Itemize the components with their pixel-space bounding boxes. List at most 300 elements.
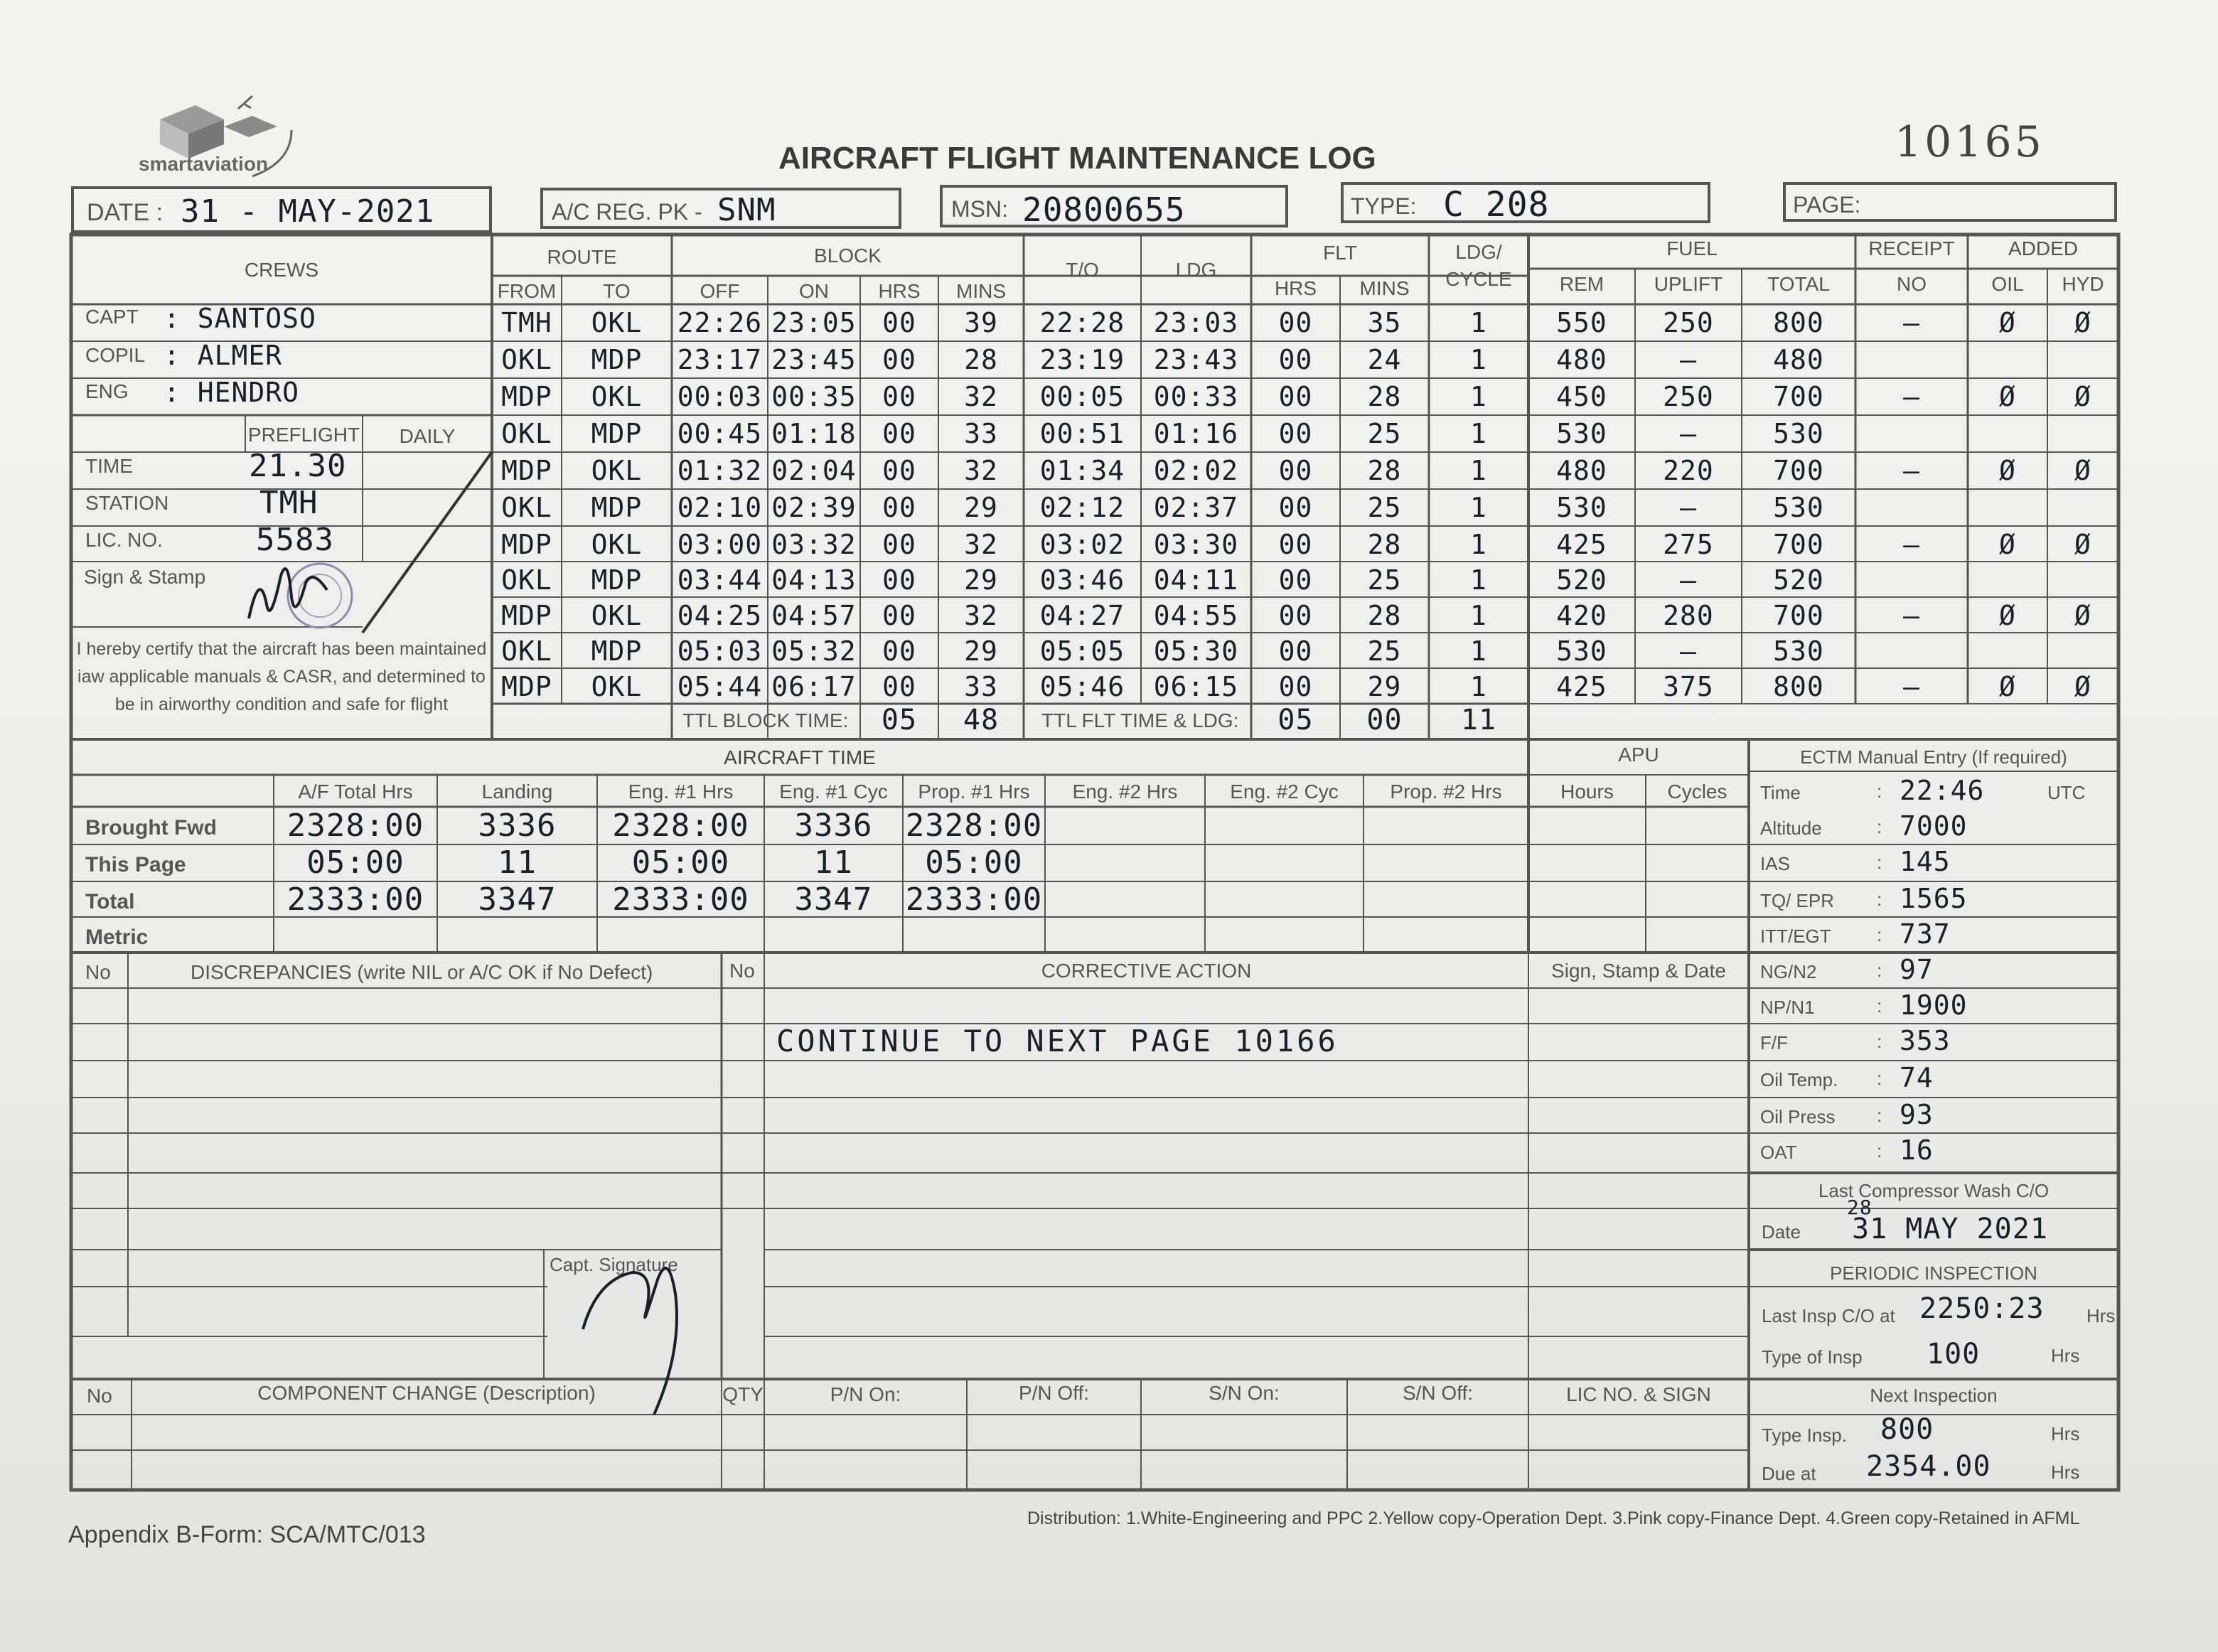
flight-row-5-takeoff[interactable]: 01:34 xyxy=(1039,455,1125,486)
aircraft-time-col-2: Landing xyxy=(481,781,553,803)
flight-row-10-fuel-rem[interactable]: 530 xyxy=(1556,635,1607,667)
flight-row-9-fuel-uplift[interactable]: 280 xyxy=(1663,600,1714,631)
flight-row-8-landing[interactable]: 04:11 xyxy=(1153,564,1239,596)
flight-row-1-block-hrs[interactable]: 00 xyxy=(882,307,916,338)
acreg-label: A/C REG. PK - xyxy=(552,199,702,225)
flight-row-11-from[interactable]: MDP xyxy=(501,671,552,702)
wash-date-value[interactable]: 31 MAY 2021 xyxy=(1852,1213,2048,1245)
flight-row-6-ldg-cycle[interactable]: 1 xyxy=(1470,492,1487,523)
ectm-label-4: TQ/ EPR xyxy=(1760,890,1835,911)
off-header: OFF xyxy=(700,280,740,302)
aircraft-time-3-2[interactable]: 3347 xyxy=(478,881,557,918)
copil-label: COPIL xyxy=(85,344,146,366)
ectm-value-2[interactable]: 7000 xyxy=(1900,810,1968,842)
appendix-label: Appendix B-Form: SCA/MTC/013 xyxy=(68,1521,426,1548)
flight-row-10-ldg-cycle[interactable]: 1 xyxy=(1470,635,1487,667)
flight-row-7-fuel-rem[interactable]: 425 xyxy=(1556,529,1607,560)
flight-row-11-takeoff[interactable]: 05:46 xyxy=(1039,671,1125,702)
capt-signature-label: Capt. Signature xyxy=(550,1254,678,1275)
ldg-cycle-header: LDG/ CYCLE xyxy=(1445,241,1512,290)
flight-row-11-fuel-total[interactable]: 800 xyxy=(1773,671,1824,702)
flight-row-11-block-on[interactable]: 06:17 xyxy=(771,671,857,702)
ectm-label-5: ITT/EGT xyxy=(1760,926,1831,947)
flight-row-3-fuel-uplift[interactable]: 250 xyxy=(1663,381,1714,412)
flight-row-6-to[interactable]: MDP xyxy=(591,492,643,523)
flight-row-2-fuel-uplift[interactable]: – xyxy=(1680,344,1697,375)
on-header: ON xyxy=(799,280,829,302)
flight-row-1-flt-hrs[interactable]: 00 xyxy=(1278,307,1313,338)
flight-row-8-fuel-total[interactable]: 520 xyxy=(1773,564,1824,596)
next-type-label: Type Insp. xyxy=(1762,1425,1847,1446)
type-insp-label: Type of Insp xyxy=(1762,1346,1863,1368)
flight-row-8-block-mins[interactable]: 29 xyxy=(964,564,998,596)
flight-row-5-to[interactable]: OKL xyxy=(591,455,643,486)
lic-sign-header: LIC NO. & SIGN xyxy=(1566,1383,1711,1405)
flight-row-11-fuel-uplift[interactable]: 375 xyxy=(1663,671,1714,702)
aircraft-time-3-5[interactable]: 2333:00 xyxy=(905,881,1043,918)
flight-row-2-block-on[interactable]: 23:45 xyxy=(771,344,857,375)
flight-row-10-from[interactable]: OKL xyxy=(501,635,552,667)
flight-row-3-receipt-no[interactable]: – xyxy=(1903,381,1920,412)
uplift-header: UPLIFT xyxy=(1654,273,1723,295)
flight-row-7-takeoff[interactable]: 03:02 xyxy=(1039,529,1125,560)
flight-row-3-ldg-cycle[interactable]: 1 xyxy=(1470,381,1487,412)
receipt-no-header: NO xyxy=(1897,273,1927,295)
flight-row-9-hyd-added[interactable]: Ø xyxy=(2074,600,2091,631)
captain-signature-icon xyxy=(569,1251,711,1436)
flight-row-10-block-hrs[interactable]: 00 xyxy=(882,635,916,667)
discrepancies-title: DISCREPANCIES (write NIL or A/C OK if No Defect) xyxy=(191,961,653,983)
flight-row-7-fuel-uplift[interactable]: 275 xyxy=(1663,529,1714,560)
flt-hrs-header: HRS xyxy=(1274,277,1317,299)
flight-row-1-flt-mins[interactable]: 35 xyxy=(1367,307,1402,338)
flight-row-7-block-mins[interactable]: 32 xyxy=(964,529,998,560)
flight-row-10-block-off[interactable]: 05:03 xyxy=(677,635,763,667)
flight-row-9-landing[interactable]: 04:55 xyxy=(1153,600,1239,631)
flight-row-11-oil-added[interactable]: Ø xyxy=(1999,671,2016,702)
aircraft-time-col-4: Eng. #1 Cyc xyxy=(779,781,888,803)
flight-row-4-ldg-cycle[interactable]: 1 xyxy=(1470,418,1487,449)
flight-row-3-block-on[interactable]: 00:35 xyxy=(771,381,857,412)
flight-row-2-block-mins[interactable]: 28 xyxy=(964,344,998,375)
last-insp-value[interactable]: 2250:23 xyxy=(1919,1292,2045,1325)
flight-row-11-hyd-added[interactable]: Ø xyxy=(2074,671,2091,702)
flight-row-10-block-mins[interactable]: 29 xyxy=(964,635,998,667)
flight-row-1-landing[interactable]: 23:03 xyxy=(1153,307,1239,338)
flight-row-1-hyd-added[interactable]: Ø xyxy=(2074,307,2091,338)
flight-row-5-fuel-uplift[interactable]: 220 xyxy=(1663,455,1714,486)
flight-row-3-flt-mins[interactable]: 28 xyxy=(1367,381,1402,412)
pn-on-header: P/N On: xyxy=(830,1383,901,1405)
flight-row-3-oil-added[interactable]: Ø xyxy=(1999,381,2016,412)
aircraft-time-3-3[interactable]: 2333:00 xyxy=(612,881,749,918)
ectm-unit-1: UTC xyxy=(2047,782,2086,803)
flight-row-9-takeoff[interactable]: 04:27 xyxy=(1039,600,1125,631)
from-header: FROM xyxy=(497,280,557,302)
date-value: 31 - MAY-2021 xyxy=(181,193,435,230)
aircraft-time-2-2[interactable]: 11 xyxy=(498,844,537,881)
ttl-flt-hrs[interactable]: 05 xyxy=(1277,704,1314,736)
ttl-block-mins[interactable]: 48 xyxy=(963,704,1000,736)
next-type-value[interactable]: 800 xyxy=(1880,1413,1934,1446)
flight-row-5-landing[interactable]: 02:02 xyxy=(1153,455,1239,486)
component-change-title: COMPONENT CHANGE (Description) xyxy=(257,1382,596,1404)
next-type-unit: Hrs xyxy=(2051,1423,2080,1444)
flight-row-2-flt-hrs[interactable]: 00 xyxy=(1278,344,1313,375)
aircraft-time-1-4[interactable]: 3336 xyxy=(794,808,873,844)
aircraft-time-col-5: Prop. #1 Hrs xyxy=(918,781,1030,803)
flight-row-2-ldg-cycle[interactable]: 1 xyxy=(1470,344,1487,375)
flight-row-9-ldg-cycle[interactable]: 1 xyxy=(1470,600,1487,631)
flight-row-2-from[interactable]: OKL xyxy=(501,344,552,375)
flight-row-7-from[interactable]: MDP xyxy=(501,529,552,560)
flight-row-5-fuel-total[interactable]: 700 xyxy=(1773,455,1824,486)
flight-row-3-hyd-added[interactable]: Ø xyxy=(2074,381,2091,412)
flight-row-6-flt-hrs[interactable]: 00 xyxy=(1278,492,1313,523)
flight-row-8-from[interactable]: OKL xyxy=(501,564,552,596)
ectm-value-10[interactable]: 93 xyxy=(1900,1099,1934,1130)
flight-row-5-from[interactable]: MDP xyxy=(501,455,552,486)
flight-row-8-fuel-uplift[interactable]: – xyxy=(1680,564,1697,596)
added-header: ADDED xyxy=(2008,237,2078,259)
flight-row-3-takeoff[interactable]: 00:05 xyxy=(1039,381,1125,412)
due-at-unit: Hrs xyxy=(2051,1461,2080,1483)
flight-row-8-block-on[interactable]: 04:13 xyxy=(771,564,857,596)
flight-row-9-to[interactable]: OKL xyxy=(591,600,643,631)
time-label: TIME xyxy=(85,455,133,477)
flight-row-7-hyd-added[interactable]: Ø xyxy=(2074,529,2091,560)
apu-hours: Hours xyxy=(1560,781,1614,803)
flight-row-7-to[interactable]: OKL xyxy=(591,529,643,560)
flight-row-7-fuel-total[interactable]: 700 xyxy=(1773,529,1824,560)
flight-row-3-block-off[interactable]: 00:03 xyxy=(677,381,763,412)
route-header: ROUTE xyxy=(547,246,617,268)
flight-row-3-landing[interactable]: 00:33 xyxy=(1153,381,1239,412)
flight-row-1-fuel-rem[interactable]: 550 xyxy=(1556,307,1607,338)
ectm-label-9: Oil Temp. xyxy=(1760,1069,1838,1090)
ectm-colon-1: : xyxy=(1877,781,1882,802)
flight-row-5-oil-added[interactable]: Ø xyxy=(1999,455,2016,486)
ectm-value-6[interactable]: 97 xyxy=(1900,954,1934,985)
flight-row-11-receipt-no[interactable]: – xyxy=(1903,671,1920,702)
flight-row-1-to[interactable]: OKL xyxy=(591,307,643,338)
preflight-station[interactable]: TMH xyxy=(259,485,318,521)
ttl-ldg[interactable]: 11 xyxy=(1460,704,1497,736)
action-no-label: No xyxy=(729,960,755,982)
wash-date-struck: 28 xyxy=(1847,1196,1873,1219)
flight-row-5-block-hrs[interactable]: 00 xyxy=(882,455,916,486)
wash-date-label: Date xyxy=(1762,1221,1801,1243)
flight-row-3-block-mins[interactable]: 32 xyxy=(964,381,998,412)
flight-row-2-landing[interactable]: 23:43 xyxy=(1153,344,1239,375)
due-at-value[interactable]: 2354.00 xyxy=(1866,1450,1991,1483)
flight-row-10-fuel-total[interactable]: 530 xyxy=(1773,635,1824,667)
flight-row-1-block-off[interactable]: 22:26 xyxy=(677,307,763,338)
flight-row-6-block-on[interactable]: 02:39 xyxy=(771,492,857,523)
flight-row-11-block-mins[interactable]: 33 xyxy=(964,671,998,702)
flight-row-1-ldg-cycle[interactable]: 1 xyxy=(1470,307,1487,338)
flight-row-3-flt-hrs[interactable]: 00 xyxy=(1278,381,1313,412)
flight-row-7-block-off[interactable]: 03:00 xyxy=(677,529,763,560)
flight-row-4-block-off[interactable]: 00:45 xyxy=(677,418,763,449)
sn-off-header: S/N Off: xyxy=(1402,1382,1474,1404)
flight-row-3-fuel-rem[interactable]: 450 xyxy=(1556,381,1607,412)
flight-row-2-takeoff[interactable]: 23:19 xyxy=(1039,344,1125,375)
flight-row-7-ldg-cycle[interactable]: 1 xyxy=(1470,529,1487,560)
flt-mins-header: MINS xyxy=(1359,277,1410,299)
flight-row-3-fuel-total[interactable]: 700 xyxy=(1773,381,1824,412)
flight-row-9-block-off[interactable]: 04:25 xyxy=(677,600,763,631)
flight-row-9-block-hrs[interactable]: 00 xyxy=(882,600,916,631)
flight-row-2-to[interactable]: MDP xyxy=(591,344,643,375)
aircraft-time-title: AIRCRAFT TIME xyxy=(724,746,876,768)
aircraft-time-row-label-4: Metric xyxy=(85,926,149,949)
flight-row-9-receipt-no[interactable]: – xyxy=(1903,600,1920,631)
last-insp-unit: Hrs xyxy=(2086,1305,2116,1326)
station-label: STATION xyxy=(85,492,169,514)
flight-row-4-fuel-uplift[interactable]: – xyxy=(1680,418,1697,449)
corrective-action-entry[interactable]: CONTINUE TO NEXT PAGE 10166 xyxy=(776,1024,1339,1058)
flight-row-8-takeoff[interactable]: 03:46 xyxy=(1039,564,1125,596)
flight-row-9-block-on[interactable]: 04:57 xyxy=(771,600,857,631)
flight-row-3-block-hrs[interactable]: 00 xyxy=(882,381,916,412)
flight-row-9-fuel-rem[interactable]: 420 xyxy=(1556,600,1607,631)
flight-row-6-fuel-uplift[interactable]: – xyxy=(1680,492,1697,523)
block-hrs-header: HRS xyxy=(878,280,921,302)
block-header: BLOCK xyxy=(814,245,882,267)
flight-row-9-flt-mins[interactable]: 28 xyxy=(1367,600,1402,631)
ectm-label-10: Oil Press xyxy=(1760,1106,1836,1127)
flight-row-8-block-off[interactable]: 03:44 xyxy=(677,564,763,596)
flight-row-5-fuel-rem[interactable]: 480 xyxy=(1556,455,1607,486)
eng-value[interactable]: : HENDRO xyxy=(164,377,300,408)
type-insp-unit: Hrs xyxy=(2051,1345,2080,1366)
ectm-value-8[interactable]: 353 xyxy=(1900,1025,1951,1056)
ectm-label-8: F/F xyxy=(1760,1032,1788,1053)
flight-row-11-block-hrs[interactable]: 00 xyxy=(882,671,916,702)
flight-row-4-takeoff[interactable]: 00:51 xyxy=(1039,418,1125,449)
ectm-colon-5: : xyxy=(1877,924,1882,945)
ectm-colon-9: : xyxy=(1877,1068,1882,1089)
flight-row-8-block-hrs[interactable]: 00 xyxy=(882,564,916,596)
flight-row-6-block-off[interactable]: 02:10 xyxy=(677,492,763,523)
flight-row-9-flt-hrs[interactable]: 00 xyxy=(1278,600,1313,631)
flight-row-8-fuel-rem[interactable]: 520 xyxy=(1556,564,1607,596)
ectm-colon-8: : xyxy=(1877,1031,1882,1052)
flight-row-5-flt-hrs[interactable]: 00 xyxy=(1278,455,1313,486)
flight-row-10-to[interactable]: MDP xyxy=(591,635,643,667)
certify-text: I hereby certify that the aircraft has been maintained iaw applicable manuals & CASR, and determined to be in airworthy condition and safe for flight xyxy=(76,639,487,714)
ectm-value-5[interactable]: 737 xyxy=(1900,918,1951,950)
flight-row-5-ldg-cycle[interactable]: 1 xyxy=(1470,455,1487,486)
flight-row-6-takeoff[interactable]: 02:12 xyxy=(1039,492,1125,523)
last-insp-label: Last Insp C/O at xyxy=(1762,1305,1895,1326)
apu-cycles: Cycles xyxy=(1667,781,1727,803)
ectm-colon-11: : xyxy=(1877,1140,1882,1162)
flight-row-1-oil-added[interactable]: Ø xyxy=(1999,307,2016,338)
flight-row-2-fuel-rem[interactable]: 480 xyxy=(1556,344,1607,375)
flight-row-2-block-off[interactable]: 23:17 xyxy=(677,344,763,375)
flight-row-4-flt-mins[interactable]: 25 xyxy=(1367,418,1402,449)
flight-row-10-fuel-uplift[interactable]: – xyxy=(1680,635,1697,667)
flight-row-4-landing[interactable]: 01:16 xyxy=(1153,418,1239,449)
flight-row-10-flt-mins[interactable]: 25 xyxy=(1367,635,1402,667)
flight-row-1-receipt-no[interactable]: – xyxy=(1903,307,1920,338)
flight-row-4-flt-hrs[interactable]: 00 xyxy=(1278,418,1313,449)
flight-row-6-fuel-total[interactable]: 530 xyxy=(1773,492,1824,523)
flight-row-5-flt-mins[interactable]: 28 xyxy=(1367,455,1402,486)
rem-header: REM xyxy=(1559,273,1604,295)
flight-row-4-to[interactable]: MDP xyxy=(591,418,643,449)
fuel-header: FUEL xyxy=(1666,237,1718,259)
ttl-flt-mins[interactable]: 00 xyxy=(1366,704,1403,736)
flight-row-11-flt-hrs[interactable]: 00 xyxy=(1278,671,1313,702)
flight-row-4-fuel-rem[interactable]: 530 xyxy=(1556,418,1607,449)
ectm-colon-10: : xyxy=(1877,1105,1882,1126)
flight-row-2-block-hrs[interactable]: 00 xyxy=(882,344,916,375)
preflight-signature-icon xyxy=(227,554,370,640)
flight-row-11-fuel-rem[interactable]: 425 xyxy=(1556,671,1607,702)
aircraft-time-1-3[interactable]: 2328:00 xyxy=(612,808,749,844)
flight-row-2-flt-mins[interactable]: 24 xyxy=(1367,344,1402,375)
flight-row-9-from[interactable]: MDP xyxy=(501,600,552,631)
flight-row-6-fuel-rem[interactable]: 530 xyxy=(1556,492,1607,523)
flight-row-4-block-hrs[interactable]: 00 xyxy=(882,418,916,449)
ectm-value-11[interactable]: 16 xyxy=(1900,1135,1934,1166)
eng-label: ENG xyxy=(85,380,129,402)
flight-row-3-to[interactable]: OKL xyxy=(591,381,643,412)
block-mins-header: MINS xyxy=(956,280,1006,302)
flight-row-7-block-hrs[interactable]: 00 xyxy=(882,529,916,560)
flight-row-6-from[interactable]: OKL xyxy=(501,492,552,523)
flight-row-9-block-mins[interactable]: 32 xyxy=(964,600,998,631)
aircraft-time-1-1[interactable]: 2328:00 xyxy=(286,808,424,844)
flight-row-7-flt-hrs[interactable]: 00 xyxy=(1278,529,1313,560)
crews-title: CREWS xyxy=(244,259,319,281)
flight-row-11-landing[interactable]: 06:15 xyxy=(1153,671,1239,702)
aircraft-time-1-5[interactable]: 2328:00 xyxy=(905,808,1043,844)
copil-value[interactable]: : ALMER xyxy=(164,340,283,371)
aircraft-time-col-1: A/F Total Hrs xyxy=(298,781,413,803)
flight-row-5-block-mins[interactable]: 32 xyxy=(964,455,998,486)
distribution-note: Distribution: 1.White-Engineering and PPC 2.Yellow copy-Operation Dept. 3.Pink copy-Finance Dept. 4.Green copy-Retained in AFML xyxy=(1027,1508,2080,1528)
ectm-value-9[interactable]: 74 xyxy=(1900,1062,1934,1093)
total-header: TOTAL xyxy=(1767,273,1830,295)
flight-row-6-block-mins[interactable]: 29 xyxy=(964,492,998,523)
flight-row-10-takeoff[interactable]: 05:05 xyxy=(1039,635,1125,667)
type-insp-value[interactable]: 100 xyxy=(1927,1338,1981,1371)
flight-row-8-ldg-cycle[interactable]: 1 xyxy=(1470,564,1487,596)
flight-row-9-oil-added[interactable]: Ø xyxy=(1999,600,2016,631)
flight-row-7-block-on[interactable]: 03:32 xyxy=(771,529,857,560)
ectm-value-3[interactable]: 145 xyxy=(1900,846,1951,877)
hyd-header: HYD xyxy=(2062,273,2104,295)
flight-row-5-block-on[interactable]: 02:04 xyxy=(771,455,857,486)
type-value: C 208 xyxy=(1443,185,1550,225)
oil-header: OIL xyxy=(1991,273,2024,295)
form-title: AIRCRAFT FLIGHT MAINTENANCE LOG xyxy=(778,141,1376,176)
flight-row-8-to[interactable]: MDP xyxy=(591,564,643,596)
preflight-time[interactable]: 21.30 xyxy=(249,448,347,484)
flight-row-1-block-on[interactable]: 23:05 xyxy=(771,307,857,338)
ectm-value-4[interactable]: 1565 xyxy=(1900,883,1968,914)
aircraft-time-2-1[interactable]: 05:00 xyxy=(306,844,405,881)
aircraft-time-3-4[interactable]: 3347 xyxy=(794,881,873,918)
flight-row-3-from[interactable]: MDP xyxy=(501,381,552,412)
flight-row-5-block-off[interactable]: 01:32 xyxy=(677,455,763,486)
flight-row-11-flt-mins[interactable]: 29 xyxy=(1367,671,1402,702)
flight-row-2-fuel-total[interactable]: 480 xyxy=(1773,344,1824,375)
aircraft-time-2-4[interactable]: 11 xyxy=(814,844,853,881)
to-header: TO xyxy=(603,280,631,302)
flight-row-1-takeoff[interactable]: 22:28 xyxy=(1039,307,1125,338)
ectm-value-7[interactable]: 1900 xyxy=(1900,989,1968,1021)
aircraft-time-row-label-2: This Page xyxy=(85,853,186,876)
flight-row-10-flt-hrs[interactable]: 00 xyxy=(1278,635,1313,667)
ttl-flt-label: TTL FLT TIME & LDG: xyxy=(1041,709,1239,731)
flight-row-7-receipt-no[interactable]: – xyxy=(1903,529,1920,560)
flight-row-1-from[interactable]: TMH xyxy=(501,307,552,338)
sign-stamp-label: Sign & Stamp xyxy=(84,566,206,588)
flight-row-6-block-hrs[interactable]: 00 xyxy=(882,492,916,523)
flight-row-1-block-mins[interactable]: 39 xyxy=(964,307,998,338)
flight-row-10-landing[interactable]: 05:30 xyxy=(1153,635,1239,667)
sn-on-header: S/N On: xyxy=(1209,1382,1280,1404)
flight-row-4-from[interactable]: OKL xyxy=(501,418,552,449)
aircraft-time-col-8: Prop. #2 Hrs xyxy=(1390,781,1502,803)
flight-row-4-block-on[interactable]: 01:18 xyxy=(771,418,857,449)
ectm-colon-3: : xyxy=(1877,852,1882,873)
flight-row-5-receipt-no[interactable]: – xyxy=(1903,455,1920,486)
flight-row-7-oil-added[interactable]: Ø xyxy=(1999,529,2016,560)
ectm-value-1[interactable]: 22:46 xyxy=(1900,775,1985,806)
aircraft-time-2-5[interactable]: 05:00 xyxy=(925,844,1023,881)
flight-row-7-flt-mins[interactable]: 28 xyxy=(1367,529,1402,560)
flight-row-4-fuel-total[interactable]: 530 xyxy=(1773,418,1824,449)
flight-row-7-landing[interactable]: 03:30 xyxy=(1153,529,1239,560)
ttl-block-hrs[interactable]: 05 xyxy=(881,704,918,736)
flight-row-1-fuel-total[interactable]: 800 xyxy=(1773,307,1824,338)
flight-row-6-flt-mins[interactable]: 25 xyxy=(1367,492,1402,523)
ectm-label-2: Altitude xyxy=(1760,817,1822,839)
aircraft-time-1-2[interactable]: 3336 xyxy=(478,808,557,844)
date-label: DATE : xyxy=(87,199,164,226)
flight-row-11-ldg-cycle[interactable]: 1 xyxy=(1470,671,1487,702)
flight-row-10-block-on[interactable]: 05:32 xyxy=(771,635,857,667)
aircraft-time-2-3[interactable]: 05:00 xyxy=(631,844,730,881)
capt-value[interactable]: : SANTOSO xyxy=(164,303,316,334)
lic-label: LIC. NO. xyxy=(85,529,163,551)
preflight-lic[interactable]: 5583 xyxy=(256,522,334,558)
aircraft-time-3-1[interactable]: 2333:00 xyxy=(286,881,424,918)
msn-value: 20800655 xyxy=(1022,191,1186,229)
due-at-label: Due at xyxy=(1762,1463,1816,1484)
flight-row-11-block-off[interactable]: 05:44 xyxy=(677,671,763,702)
flight-row-1-fuel-uplift[interactable]: 250 xyxy=(1663,307,1714,338)
ectm-colon-2: : xyxy=(1877,816,1882,837)
flight-row-11-to[interactable]: OKL xyxy=(591,671,643,702)
flight-row-9-fuel-total[interactable]: 700 xyxy=(1773,600,1824,631)
flight-row-8-flt-hrs[interactable]: 00 xyxy=(1278,564,1313,596)
daily-label: DAILY xyxy=(399,425,456,447)
msn-label: MSN: xyxy=(951,196,1008,222)
flight-row-8-flt-mins[interactable]: 25 xyxy=(1367,564,1402,596)
flight-row-4-block-mins[interactable]: 33 xyxy=(964,418,998,449)
flight-row-6-landing[interactable]: 02:37 xyxy=(1153,492,1239,523)
wash-title: Last Compressor Wash C/O xyxy=(1818,1180,2050,1201)
pn-off-header: P/N Off: xyxy=(1018,1382,1090,1404)
flight-row-5-hyd-added[interactable]: Ø xyxy=(2074,455,2091,486)
